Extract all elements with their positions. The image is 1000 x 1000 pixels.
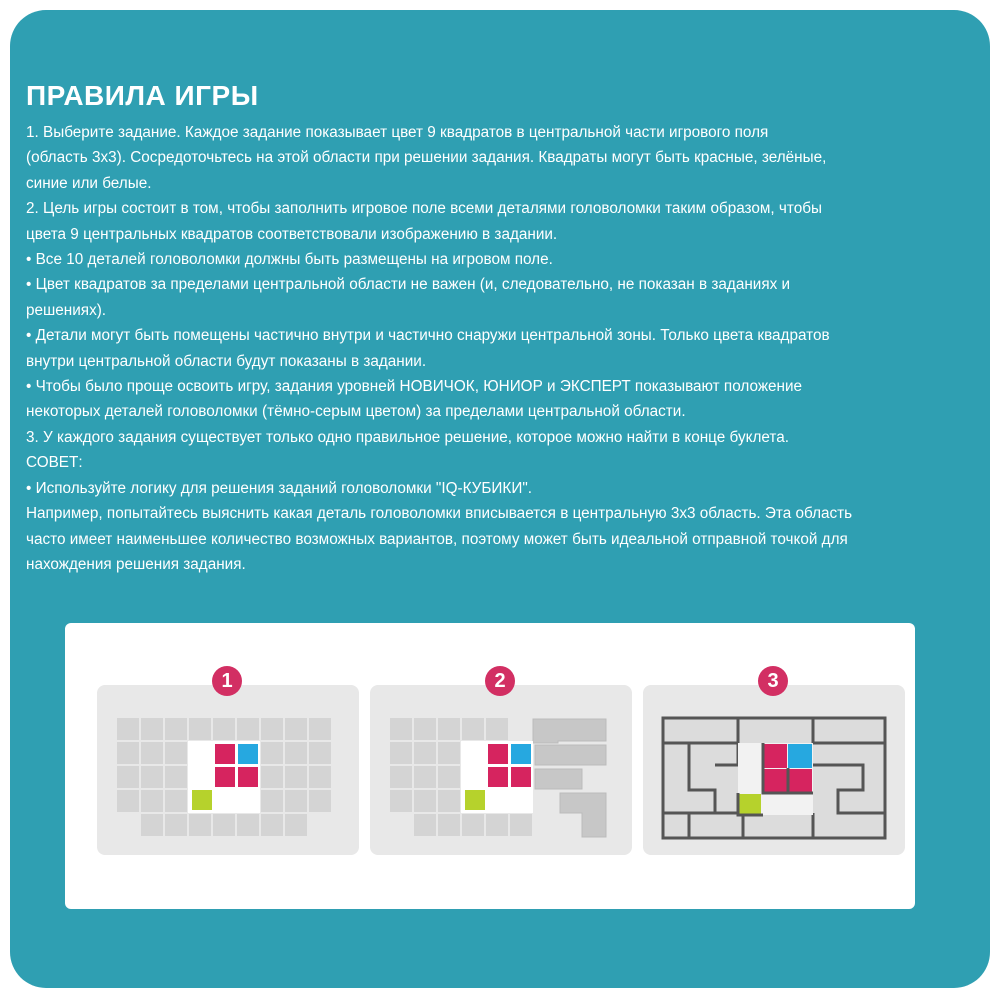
- board-challenge: [97, 685, 359, 855]
- rules-line: • Цвет квадратов за пределами центральной области не важен (и, следовательно, не показан в заданиях и: [26, 276, 791, 294]
- rules-line: • Используйте логику для решения заданий головоломки "IQ-КУБИКИ".: [26, 479, 533, 497]
- hint-pieces: [533, 719, 606, 837]
- red-square: [763, 744, 787, 768]
- rules-line: СОВЕТ:: [26, 454, 83, 472]
- green-square: [739, 794, 761, 816]
- page-title: ПРАВИЛА ИГРЫ: [26, 80, 259, 111]
- red-square: [238, 767, 258, 787]
- rules-line: синие или белые.: [26, 174, 152, 192]
- green-square: [192, 790, 212, 810]
- rules-line: 2. Цель игры состоит в том, чтобы заполнить игровое поле всеми деталями головоломки таким образом, чтобы: [26, 200, 822, 218]
- red-square: [763, 769, 787, 793]
- blue-square: [238, 744, 258, 764]
- rules-line: внутри центральной области будут показаны в задании.: [26, 352, 427, 370]
- rules-line: решениях).: [26, 301, 107, 319]
- board-solution: [643, 685, 905, 855]
- rules-line: 3. У каждого задания существует только одно правильное решение, которое можно найти в конце буклета.: [26, 428, 789, 446]
- rules-text: [26, 120, 976, 577]
- blue-square: [788, 744, 812, 768]
- red-square: [215, 767, 235, 787]
- rules-line: • Все 10 деталей головоломки должны быть размещены на игровом поле.: [26, 251, 553, 269]
- red-square: [788, 769, 812, 793]
- red-square: [488, 744, 508, 764]
- rules-line: нахождения решения задания.: [26, 555, 246, 573]
- rules-line: цвета 9 центральных квадратов соответствовали изображению в задании.: [26, 225, 558, 243]
- blue-square: [511, 744, 531, 764]
- red-square: [488, 767, 508, 787]
- step-badge-1: 1: [212, 666, 242, 696]
- red-square: [215, 744, 235, 764]
- rules-line: (область 3х3). Сосредоточьтесь на этой области при решении задания. Квадраты могут быть красные, зелёные,: [26, 149, 827, 167]
- rules-line: часто имеет наименьшее количество возможных вариантов, поэтому может быть идеальной отправной точкой для: [26, 530, 848, 548]
- step-badge-2: 2: [485, 666, 515, 696]
- rules-line: 1. Выберите задание. Каждое задание показывает цвет 9 квадратов в центральной части игрового поля: [26, 124, 769, 141]
- step-badge-3: 3: [758, 666, 788, 696]
- board-hint: [370, 685, 632, 855]
- green-square: [465, 790, 485, 810]
- red-square: [511, 767, 531, 787]
- rules-line: некоторых деталей головоломки (тёмно-серым цветом) за пределами центральной области.: [26, 403, 686, 421]
- rules-line: • Детали могут быть помещены частично внутри и частично снаружи центральной зоны. Только цвета квадратов: [26, 327, 830, 345]
- rules-line: Например, попытайтесь выяснить какая деталь головоломки вписывается в центральную 3х3 область. Эта область: [26, 505, 853, 523]
- rules-line: • Чтобы было проще освоить игру, задания уровней НОВИЧОК, ЮНИОР и ЭКСПЕРТ показывают положение: [26, 378, 803, 396]
